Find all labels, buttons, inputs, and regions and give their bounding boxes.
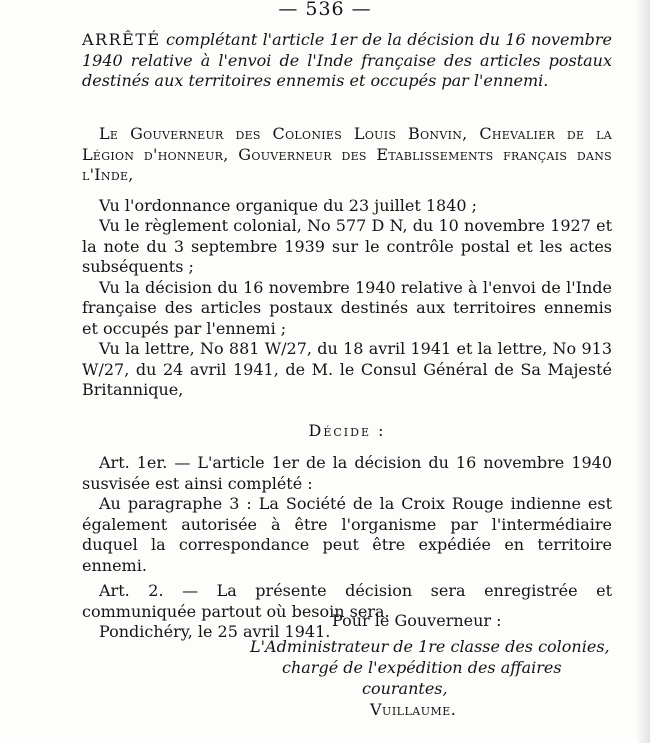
place-date: Pondichéry, le 25 avril 1941. bbox=[99, 622, 331, 641]
consideration-4: Vu la lettre, No 881 W/27, du 18 avril 1941 et la lettre, No 913 W/27, du 24 avril 1941, de M. le Consul Général de Sa Majesté Britannique, bbox=[82, 339, 612, 399]
page-number: — 536 — bbox=[278, 0, 372, 20]
decree-title-lead: ARRÊTÉ bbox=[82, 30, 161, 49]
article-1: Art. 1er. — L'article 1er de la décision du 16 novembre 1940 susvisée est ainsi complété : bbox=[82, 453, 612, 493]
signature-line-1: L'Administrateur de 1re classe des colonies, bbox=[250, 637, 610, 656]
article-1-paragraph-3: Au paragraphe 3 : La Société de la Croix Rouge indienne est également autorisée à être l'organisme par l'intermédiaire duquel la correspondance peut être expédiée en territoire ennemi. bbox=[82, 494, 612, 575]
signature-name: Vuillaume. bbox=[370, 700, 457, 719]
signature-line-3: courantes, bbox=[362, 679, 448, 698]
decree-title-text: complétant l'article 1er de la décision du 16 novembre 1940 relative à l'envoi de l'Inde française des articles postaux destinés aux territoires ennemis et occupés par l'ennemi. bbox=[82, 30, 612, 90]
signature-block bbox=[230, 610, 610, 720]
consideration-3: Vu la décision du 16 novembre 1940 relative à l'envoi de l'Inde française des articles postaux destinés aux territoires ennemis et occupés par l'ennemi ; bbox=[82, 277, 612, 338]
decree-body bbox=[82, 124, 612, 643]
decide-heading: Décide : bbox=[308, 420, 386, 440]
consideration-2: Vu le règlement colonial, No 577 D N, du 10 novembre 1927 et la note du 3 septembre 1939 sur le contrôle postal et les actes subséquents ; bbox=[82, 216, 612, 276]
page-edge-shadow bbox=[636, 0, 650, 743]
article-2: Art. 2. — La présente décision sera enregistrée et communiquée partout où besoin sera. bbox=[82, 581, 612, 621]
decree-title bbox=[82, 30, 612, 92]
preamble: Le Gouverneur des Colonies Louis Bonvin, Chevalier de la Légion d'honneur, Gouverneur des Etablissements français dans l'Inde, bbox=[82, 124, 612, 184]
signature-for-governor: Pour le Gouverneur : bbox=[332, 611, 502, 630]
signature-line-2: chargé de l'expédition des affaires bbox=[282, 658, 562, 677]
consideration-1: Vu l'ordonnance organique du 23 juillet 1840 ; bbox=[99, 195, 478, 215]
